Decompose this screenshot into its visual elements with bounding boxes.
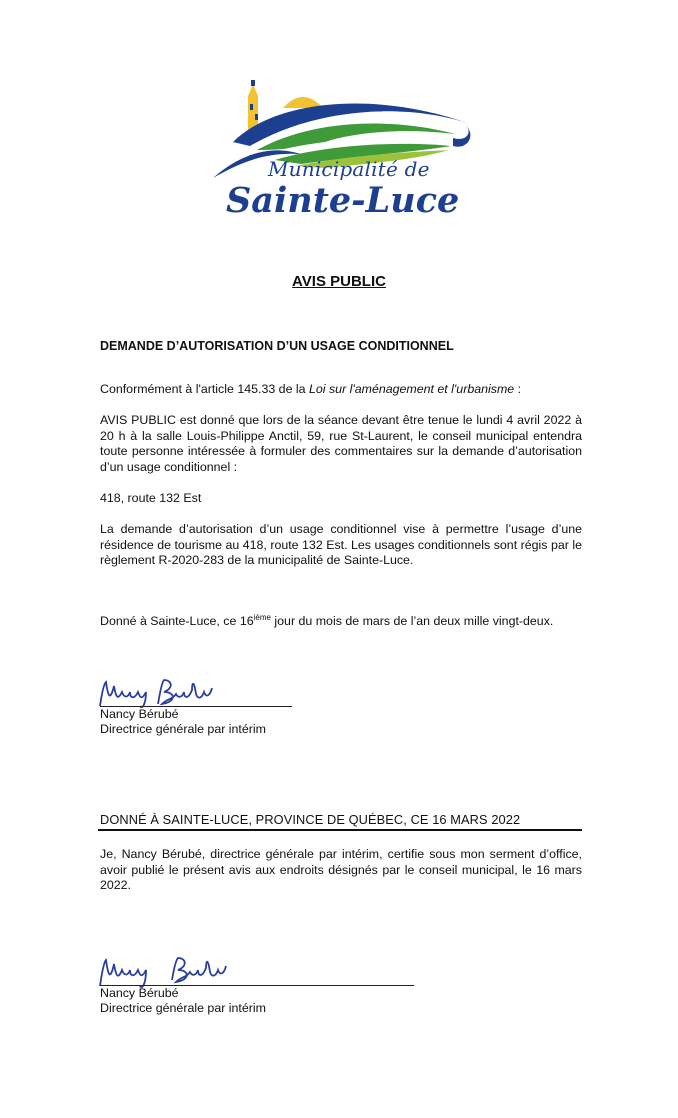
notice-paragraph-2: La demande d’autorisation d’un usage conditionnel vise à permettre l’usage d’une résidence de tourisme au 418, route 132 Est. Les usages conditionnels sont régis par le règlement R-2020-283 de la municipalité de Sainte-Luce. <box>100 522 582 567</box>
given-at-statement <box>100 614 582 630</box>
signature-1-name: Nancy Bérubé <box>100 707 179 721</box>
given-at-ordinal: ième <box>253 613 271 622</box>
property-address: 418, route 132 Est <box>100 491 202 505</box>
given-at-text-after: jour du mois de mars de l’an deux mille vingt-deux. <box>270 614 554 628</box>
notice-subject: DEMANDE D’AUTORISATION D’UN USAGE CONDITIONNEL <box>100 339 454 353</box>
signature-1-title: Directrice générale par intérim <box>100 722 266 736</box>
intro-text-after: : <box>514 382 522 396</box>
intro-text-before: Conformément à l'article 145.33 de la <box>100 382 309 396</box>
logo-title-line2: Sainte-Luce <box>226 180 460 221</box>
notice-paragraph-1: AVIS PUBLIC est donné que lors de la séance devant être tenue le lundi 4 avril 2022 à 20 h à la salle Louis-Philippe Anctil, 59, rue St-Laurent, le conseil municipal entendra toute personne intéressée à formuler des commentaires sur la demande d’autorisation d’un usage conditionnel : <box>100 413 582 474</box>
intro-paragraph <box>100 382 582 398</box>
logo-title-line1: Municipalité de <box>268 157 430 181</box>
signature-2-title: Directrice générale par intérim <box>100 1001 266 1015</box>
signature-2-name: Nancy Bérubé <box>100 986 179 1000</box>
certificate-heading: DONNÉ À SAINTE-LUCE, PROVINCE DE QUÉBEC, CE 16 MARS 2022 <box>100 812 521 827</box>
certificate-rule <box>98 829 582 831</box>
certificate-text: Je, Nancy Bérubé, directrice générale par intérim, certifie sous mon serment d’office, avoir publié le présent avis aux endroits désignés par le conseil municipal, le 16 mars 2022. <box>100 847 582 892</box>
given-at-text-before: Donné à Sainte-Luce, ce 16 <box>100 614 254 628</box>
notice-title: AVIS PUBLIC <box>292 273 386 290</box>
law-title: Loi sur l'aménagement et l'urbanisme <box>309 382 515 396</box>
